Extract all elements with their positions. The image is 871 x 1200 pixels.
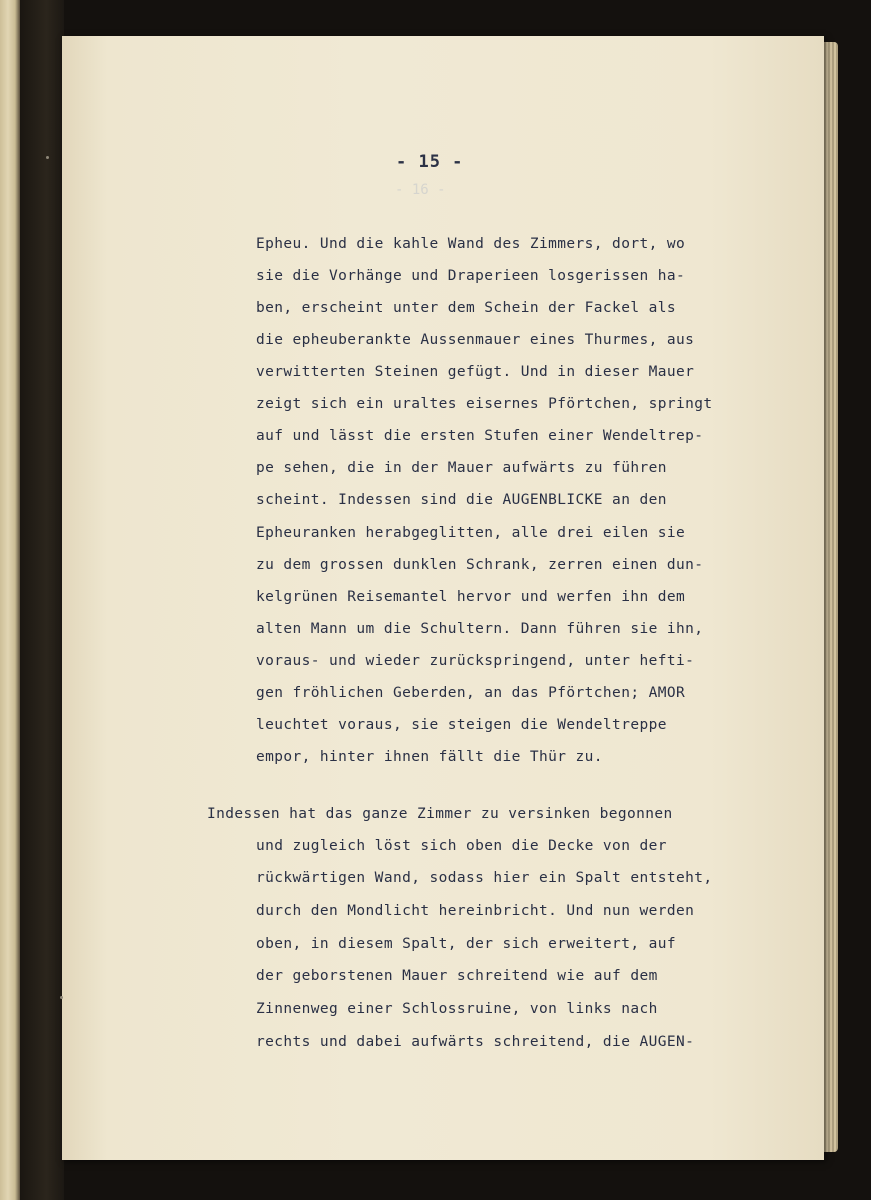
text-line: empor, hinter ihnen fällt die Thür zu.: [256, 749, 603, 765]
book-gutter: [20, 0, 64, 1200]
text-line: voraus- und wieder zurückspringend, unter hefti-: [256, 653, 695, 669]
text-line: Indessen hat das ganze Zimmer zu versinken begonnen: [207, 806, 673, 822]
text-line: gen fröhlichen Geberden, an das Pförtchen; AMOR: [256, 685, 686, 701]
text-line: der geborstenen Mauer schreitend wie auf dem: [256, 968, 658, 984]
paper-speck: [60, 996, 63, 999]
text-line: rückwärtigen Wand, sodass hier ein Spalt entsteht,: [256, 870, 713, 886]
text-line: sie die Vorhänge und Draperieen losgerissen ha-: [256, 268, 686, 284]
text-line: Zinnenweg einer Schlossruine, von links nach: [256, 1001, 658, 1017]
text-line: zu dem grossen dunklen Schrank, zerren einen dun-: [256, 557, 704, 573]
text-line: rechts und dabei aufwärts schreitend, die AUGEN-: [256, 1034, 695, 1050]
text-line: zeigt sich ein uraltes eisernes Pförtchen, springt: [256, 396, 713, 412]
text-line: leuchtet voraus, sie steigen die Wendeltreppe: [256, 717, 667, 733]
text-line: und zugleich löst sich oben die Decke von der: [256, 838, 667, 854]
text-line: verwitterten Steinen gefügt. Und in dieser Mauer: [256, 364, 695, 380]
text-line: durch den Mondlicht hereinbricht. Und nun werden: [256, 903, 695, 919]
text-line: ben, erscheint unter dem Schein der Fackel als: [256, 300, 676, 316]
text-line: pe sehen, die in der Mauer aufwärts zu führen: [256, 460, 667, 476]
text-line: Epheu. Und die kahle Wand des Zimmers, dort, wo: [256, 236, 686, 252]
text-line: auf und lässt die ersten Stufen einer Wendeltrep-: [256, 428, 704, 444]
text-line: kelgrünen Reisemantel hervor und werfen ihn dem: [256, 589, 686, 605]
bleed-through-page-number: - 16 -: [395, 182, 446, 198]
text-line: alten Mann um die Schultern. Dann führen sie ihn,: [256, 621, 704, 637]
facing-page-edge: [0, 0, 20, 1200]
text-line: oben, in diesem Spalt, der sich erweitert, auf: [256, 936, 676, 952]
text-line: die epheuberankte Aussenmauer eines Thurmes, aus: [256, 332, 695, 348]
text-line: scheint. Indessen sind die AUGENBLICKE an den: [256, 492, 667, 508]
page-number: - 15 -: [396, 152, 464, 172]
text-line: Epheuranken herabgeglitten, alle drei eilen sie: [256, 525, 686, 541]
paper-speck: [46, 156, 49, 159]
